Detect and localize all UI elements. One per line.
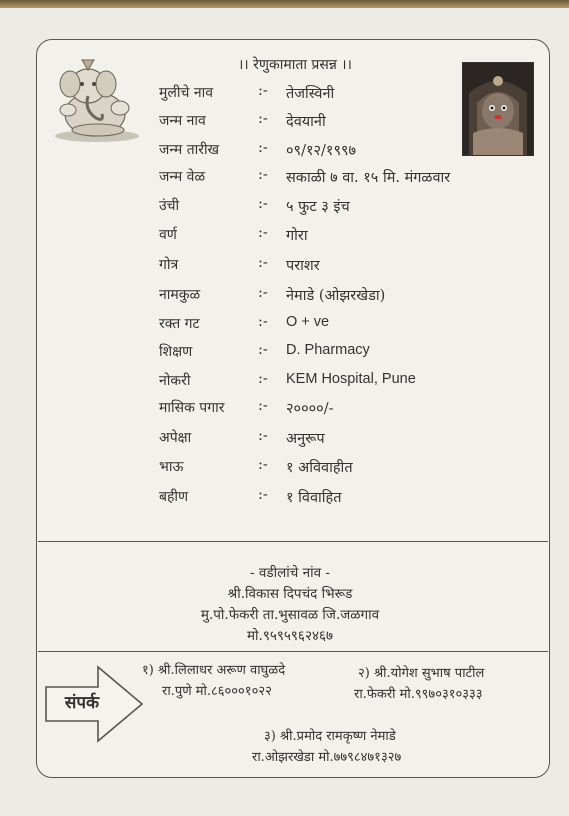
contact-label: संपर्क bbox=[64, 693, 100, 713]
profile-separator: :- bbox=[258, 285, 268, 301]
profile-value: पराशर bbox=[286, 258, 320, 274]
profile-value: ०९/१२/१९९७ bbox=[286, 143, 357, 159]
profile-label: मुलीचे नाव bbox=[159, 85, 214, 101]
deity-image bbox=[462, 62, 534, 156]
profile-separator: :- bbox=[258, 111, 268, 127]
profile-value: नेमाडे (ओझरखेडा) bbox=[286, 288, 386, 304]
profile-value: १ अविवाहीत bbox=[286, 460, 353, 476]
profile-label: रक्त गट bbox=[159, 316, 200, 332]
profile-value: तेजस्विनी bbox=[286, 86, 335, 102]
profile-separator: :- bbox=[258, 371, 268, 387]
profile-label: मासिक पगार bbox=[159, 400, 225, 416]
profile-separator: :- bbox=[258, 225, 268, 241]
section-divider-top bbox=[38, 541, 548, 542]
contact-3-name: ३) श्री.प्रमोद रामकृष्ण नेमाडे bbox=[264, 729, 396, 744]
father-address: मु.पो.फेकरी ता.भुसावळ जि.जळगाव bbox=[200, 607, 380, 623]
profile-separator: :- bbox=[258, 457, 268, 473]
profile-value: देवयानी bbox=[286, 114, 326, 130]
profile-separator: :- bbox=[258, 167, 268, 183]
profile-separator: :- bbox=[258, 196, 268, 212]
profile-label: गोत्र bbox=[159, 257, 179, 273]
top-border-strip bbox=[0, 0, 569, 8]
contact-1-name: १) श्री.लिलाधर अरूण वाघुळदे bbox=[142, 663, 286, 678]
father-name: श्री.विकास दिपचंद भिरूड bbox=[227, 586, 353, 602]
father-heading: - वडीलांचे नांव - bbox=[250, 565, 330, 581]
contact-2-name: २) श्री.योगेश सुभाष पाटील bbox=[358, 666, 485, 681]
profile-separator: :- bbox=[258, 398, 268, 414]
profile-separator: :- bbox=[258, 255, 268, 271]
profile-separator: :- bbox=[258, 428, 268, 444]
profile-label: अपेक्षा bbox=[159, 430, 192, 446]
profile-separator: :- bbox=[258, 140, 268, 156]
profile-value: गोरा bbox=[286, 228, 308, 244]
profile-value: अनुरूप bbox=[286, 431, 325, 447]
profile-separator: :- bbox=[258, 487, 268, 503]
contact-2-detail: रा.फेकरी मो.९९७०३१०३३३ bbox=[354, 687, 483, 702]
profile-value: २००००/- bbox=[286, 401, 334, 417]
profile-value: KEM Hospital, Pune bbox=[286, 371, 416, 387]
profile-value: ५ फुट ३ इंच bbox=[286, 199, 350, 215]
ganesh-icon bbox=[48, 58, 146, 144]
profile-label: जन्म वेळ bbox=[159, 169, 206, 185]
profile-label: जन्म तारीख bbox=[159, 142, 220, 158]
contact-1-detail: रा.पुणे मो.८६०००१०२२ bbox=[162, 684, 272, 699]
section-divider-bottom bbox=[38, 651, 548, 652]
header-title: ।। रेणुकामाता प्रसन्न ।। bbox=[238, 57, 352, 73]
profile-label: जन्म नाव bbox=[159, 113, 206, 129]
profile-label: नामकुळ bbox=[159, 287, 201, 303]
father-mobile: मो.९५९५९६२४६७ bbox=[246, 628, 334, 644]
profile-separator: :- bbox=[258, 342, 268, 358]
profile-value: सकाळी ७ वा. १५ मि. मंगळवार bbox=[286, 170, 451, 186]
profile-value: D. Pharmacy bbox=[286, 342, 370, 358]
profile-label: नोकरी bbox=[159, 373, 191, 389]
profile-separator: :- bbox=[258, 314, 268, 330]
profile-label: बहीण bbox=[159, 489, 189, 505]
profile-separator: :- bbox=[258, 83, 268, 99]
profile-value: O + ve bbox=[286, 314, 330, 330]
profile-label: उंची bbox=[159, 198, 180, 214]
contact-3-detail: रा.ओझरखेडा मो.७७९८४७१३२७ bbox=[252, 750, 402, 765]
profile-label: शिक्षण bbox=[159, 344, 193, 360]
profile-label: भाऊ bbox=[159, 459, 184, 475]
profile-value: १ विवाहित bbox=[286, 490, 342, 506]
profile-label: वर्ण bbox=[159, 227, 177, 243]
